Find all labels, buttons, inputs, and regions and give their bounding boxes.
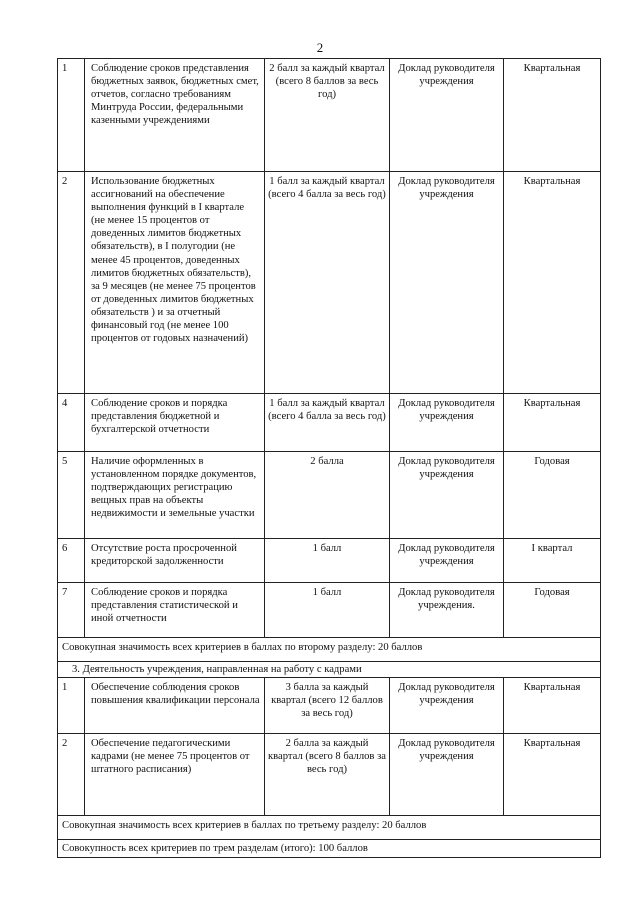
table-row: [58, 59, 601, 172]
points-cell: 1 балл: [265, 539, 390, 583]
source-cell: Доклад руководителя учреждения: [390, 678, 504, 734]
table-row: [58, 734, 601, 816]
criterion-cell: Соблюдение сроков и порядка представления статистической и иной отчетности: [85, 583, 265, 638]
source-cell: Доклад руководителя учреждения.: [390, 583, 504, 638]
criterion-cell: Соблюдение сроков представления бюджетных заявок, бюджетных смет, отчетов, согласно требованиям Минтруда России, федеральными казенными учреждениями: [85, 59, 265, 172]
grand-total-row: [58, 840, 601, 858]
period-cell: Квартальная: [504, 172, 601, 394]
table-row: [58, 452, 601, 539]
points-cell: 1 балл за каждый квартал (всего 4 балла за весь год): [265, 394, 390, 452]
criteria-table: [57, 58, 601, 858]
table-row: [58, 172, 601, 394]
period-cell: Квартальная: [504, 59, 601, 172]
criterion-cell: Наличие оформленных в установленном порядке документов, подтверждающих регистрацию вещных прав на объекты недвижимости и земельные участки: [85, 452, 265, 539]
period-cell: Годовая: [504, 452, 601, 539]
points-cell: 1 балл за каждый квартал (всего 4 балла за весь год): [265, 172, 390, 394]
points-cell: 1 балл: [265, 583, 390, 638]
grand-total: Совокупность всех критериев по трем разделам (итого): 100 баллов: [58, 840, 601, 858]
points-cell: 2 балл за каждый квартал (всего 8 баллов за весь год): [265, 59, 390, 172]
period-cell: Квартальная: [504, 678, 601, 734]
points-cell: 3 балла за каждый квартал (всего 12 баллов за весь год): [265, 678, 390, 734]
criterion-cell: Использование бюджетных ассигнований на обеспечение выполнения функций в I квартале (не менее 15 процентов от доведенных лимитов бюджетных обязательств), в I полугодии (не менее 45 процентов, доведенных лимитов бюджетных обязательств), за 9 месяцев (не менее 75 процентов от доведенных лимитов бюджетных обязательств ) и за отчетный финансовый год (не менее 100 процентов от годовых назначений): [85, 172, 265, 394]
section-total-row: [58, 816, 601, 840]
table-row: [58, 583, 601, 638]
row-number: 6: [58, 539, 85, 583]
criterion-cell: Обеспечение соблюдения сроков повышения квалификации персонала: [85, 678, 265, 734]
section-heading-row: [58, 662, 601, 678]
row-number: 2: [58, 172, 85, 394]
source-cell: Доклад руководителя учреждения: [390, 734, 504, 816]
page-number: 2: [316, 40, 324, 55]
period-cell: I квартал: [504, 539, 601, 583]
criterion-cell: Обеспечение педагогическими кадрами (не менее 75 процентов от штатного расписания): [85, 734, 265, 816]
period-cell: Квартальная: [504, 734, 601, 816]
points-cell: 2 балла: [265, 452, 390, 539]
row-number: 4: [58, 394, 85, 452]
section2-total: Совокупная значимость всех критериев в баллах по второму разделу: 20 баллов: [58, 638, 601, 662]
source-cell: Доклад руководителя учреждения: [390, 59, 504, 172]
row-number: 1: [58, 59, 85, 172]
points-cell: 2 балла за каждый квартал (всего 8 баллов за весь год): [265, 734, 390, 816]
source-cell: Доклад руководителя учреждения: [390, 172, 504, 394]
table-row: [58, 539, 601, 583]
row-number: 5: [58, 452, 85, 539]
criterion-cell: Соблюдение сроков и порядка представления бюджетной и бухгалтерской отчетности: [85, 394, 265, 452]
source-cell: Доклад руководителя учреждения: [390, 452, 504, 539]
row-number: 1: [58, 678, 85, 734]
row-number: 2: [58, 734, 85, 816]
period-cell: Годовая: [504, 583, 601, 638]
section3-title: 3. Деятельность учреждения, направленная на работу с кадрами: [58, 662, 601, 678]
row-number: 7: [58, 583, 85, 638]
source-cell: Доклад руководителя учреждения: [390, 539, 504, 583]
source-cell: Доклад руководителя учреждения: [390, 394, 504, 452]
table-row: [58, 394, 601, 452]
criterion-cell: Отсутствие роста просроченной кредиторской задолженности: [85, 539, 265, 583]
section3-total: Совокупная значимость всех критериев в баллах по третьему разделу: 20 баллов: [58, 816, 601, 840]
section-total-row: [58, 638, 601, 662]
table-row: [58, 678, 601, 734]
period-cell: Квартальная: [504, 394, 601, 452]
